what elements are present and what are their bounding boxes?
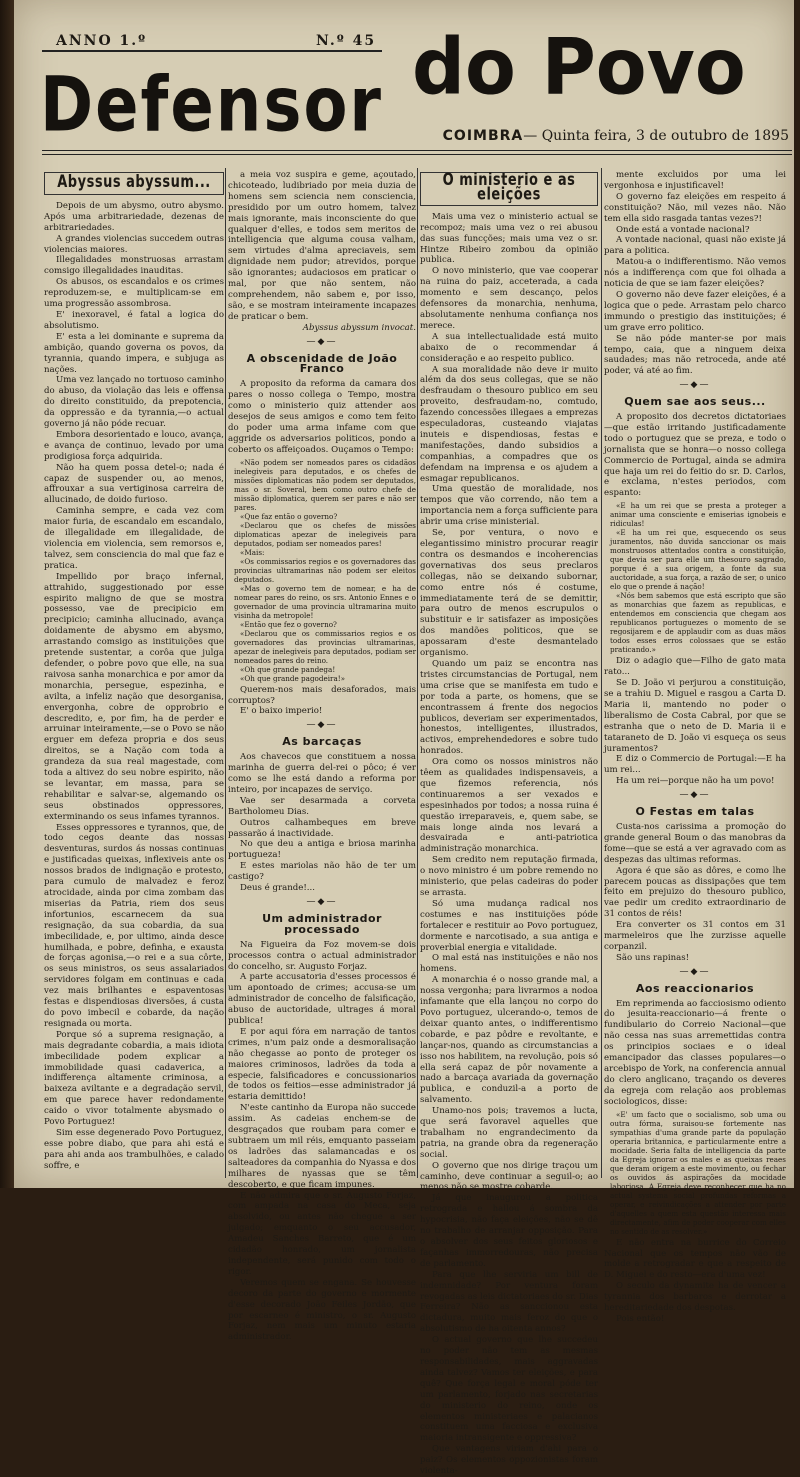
article-heading: O ministerio e as eleições [442,170,576,205]
paragraph: Os abusos, os escandalos e os crimes reproduzem-se, e multiplicam-se em uma progressão assombrosa. [44,277,224,310]
paragraph: Se, por ventura, o novo e elegantissimo ministro procurar reagir contra os desmandos e incoherencias governativas dos seus preclaros collegas, não se deixando subornar, como entre nós é costume, immediatamente terá de se demittir, para outro de menos escrupulos o substituir e ir satisfazer as imposições dos mandões politicos, que se apossaram d'este desmantelado organismo. [420,528,598,659]
paragraph: Diz o adagio que—Filho de gato mata rato... [604,656,786,678]
masthead-rule [42,150,792,151]
paragraph: E' esta a lei dominante e suprema da ambição, quando governa os povos, da tyrannia, quando impera, e subjuga as nações. [44,331,224,375]
article-heading-box [420,172,598,206]
paragraph: E diz o Commercio de Portugal:—E ha um rei... [604,754,786,776]
paragraph: Se D. João vi perjurou a constituição, se a trahiu D. Miguel e rasgou a Carta D. Maria ii, mantendo no poder o liberalismo de Costa Cabral, por que se estranha que o neto de D. Maria ii e tataraneto de D. João vi esqueça os seus juramentos? [604,678,786,754]
quoted-text [234,458,416,683]
title-defensor: Defensor [40,62,383,150]
paragraph: Sem credito nem reputação firmada, o novo ministro é um pobre remendo no ministerio, que pelas cadeiras do poder se arrasta. [420,855,598,898]
paragraph: Uma vez lançado no tortuoso caminho do abuso, da violação das leis e offensa do direito constituido, da prepotencia, da oppressão e da tyrannia,—o actual governo já não póde recuar. [44,375,224,430]
paragraph: São uns rapinas! [616,952,690,963]
paragraph: mente excluidos por uma lei vergonhosa e injustificavel! [604,170,786,191]
paragraph: Embora desorientado e louco, avança, e avança de continuo, levado por uma prodigiosa força adquirida. [44,429,224,462]
paragraph: «Declarou que os chefes de missões diplomaticas apezar de inelegiveis para deputados, podiam ser nomeados pares! [234,520,416,548]
paragraph: Era converter os 31 contos em 31 marmeleiros que lhe zurzisse aquelle corpanzil. [604,920,786,952]
paragraph: Matou-a o indifferentismo. Não vemos nós a indifferença com que foi olhada a noticia de que se iam fazer eleições? [604,257,786,290]
masthead-rule-thin [42,154,792,155]
binding-edge [0,0,14,1188]
ornament-divider: —◆— [306,896,338,907]
column-3 [420,170,598,1477]
paragraph: Esses oppressores e tyrannos, que, de todo cegos deante das nossas desventuras, surdos ás nossas continuas e justificadas queixas, inflexiveis ante os nossos brados de indignação e protesto, para cumulo de malvadez e feroz atrocidade, ainda por cima zombam das miserias da Patria, riem dos seus infortunios, escarnecem da sua resignação, da sua cobardia, da sua imbecilidade, e, por ultimo, ainda desce humilhada, e pobre, definha, e exausta de forças agonisa,—o rei e a sua côrte, os seus ministros, os seus assalariados servidores folgam em continuas e cada vez mais brilhantes e espaventosas festas e dispendiosas diversões, á custa do povo imbecil e cobarde, da nação resignada ou morta. [44,822,224,1029]
paragraph: No que deu a antiga e briosa marinha portugueza! [228,839,416,861]
section-heading: A obscenidade de João Franco [246,351,398,376]
paragraph: A proposito da reforma da camara dos pares o nosso collega o Tempo, mostra como o ministerio quiz attender aos desejos de seus amigos e como tem feito do poder uma arma infame com que aggride os adversarios politicos, pondo a coberto os affeiçoados. Ouçamos o Tempo: [228,379,416,455]
column-rule [601,168,602,1178]
section-body [604,656,786,787]
article-body-continued [228,170,416,323]
column-4 [604,170,787,1324]
issue-number: N.º 45 [316,33,377,49]
paragraph: «Que faz então o governo? [240,511,338,521]
column-rule [417,168,418,1178]
section-body [228,752,416,894]
paragraph: «Mais: [240,547,265,557]
section-body [604,822,786,964]
paragraph: O seculo da dynamite ha de vencer a tyrannia dos barbaros e derrotar a hereditariedade dos despotas. [604,1281,786,1314]
paragraph: A sua moralidade não deve ir muito além da dos seus collegas, que se não desfraudam o thesouro publico em seu proveito, desfraudam-no, comtudo, fazendo concessões illegaes a emprezas especuladoras, custeando viajatas inuteis e dispendiosas, festas e manifestações, dando subsidios a companhias, a compadres que os defendam na imprensa e os ajudem a esmagar republicanos. [420,364,598,484]
paragraph: Caminha sempre, e cada vez com maior furia, de escandalo em escandalo, de illegalidade em illegalidade, de violencia em violencia, sem remorsos e, talvez, sem consciencia do mal que faz e pratica. [44,506,224,571]
paragraph: A vontade nacional, quasi não existe já para a politica. [604,235,786,257]
paragraph: Para que lhe serviria um bill de indemnidade? Por ventura foram revogadas as leis dictatoriaes do sr. Dias Ferreira? Não as sanccionou esta dictadura, muito mais feroz do que o absolutismo de ha oitenta annos? [420,1269,598,1335]
section-heading: As barcaças [282,735,362,749]
paragraph: A sua intellectualidade está muito abaixo de o recommendar á consideração e ao respeito publico. [420,331,598,364]
paragraph: A grandes violencias succedem outras violencias maiores. [44,233,224,255]
ornament-divider: —◆— [679,380,711,391]
paragraph: Onde está a vontade nacional? [616,224,750,235]
column-rule [225,168,226,1178]
paragraph: A monarchia é o nosso grande mal, a nossa vergonha; para livrarmos a nodoa infamante que ella lançou no corpo do Povo portuguez, ulcerando-o, temos de deixar quanto antes, o indifferentismo cobarde, e paz pôdre e revoltante, e lançar-nos, quando as circumstancias a isso nos habilitem, na revolução, pois só ella será capaz de pôr novamente a nado a barcaça avariada da governação publica, e conduzil-a a porto de salvamento. [420,975,598,1106]
article-body [44,201,224,1172]
paragraph: Que vantagens viriam d'ahi para o paiz? Os elementos oppozionistas foram violenta- [420,1444,598,1477]
paragraph: «Oh que grande pandega! [240,664,336,674]
paragraph: «Oh que grande pagodeira!» [240,673,346,683]
paragraph: Pois então! [616,1313,665,1324]
paragraph: E' o baixo imperio! [240,706,323,717]
paragraph: «E ha um rei que se presta a proteger a animar uma consciente e emiserias ignobeis e ridiculas! [610,501,786,529]
section-body [228,379,416,455]
paragraph: «E ha um rei que, esquecendo os seus juramentos, não duvida sanccionar os mais monstruosos attentados contra a constituição, que devia ser para elle um thesouro sagrado, porque é a sua origem, a fonte da sua auctoridade, a sua força, a razão de ser, o unico elo que o prende á nação! [610,528,786,592]
paragraph: Custa-nos carissima a promoção do grande general Boum o das manobras da fome—que se está a ver agravado com as despezas das ultimas reformas. [604,821,786,865]
paragraph: O mal está nas instituições e não nos homens. [420,953,598,975]
section-heading: Um administrador processado [262,911,382,936]
paragraph: E por aqui fóra em narração de tantos crimes, n'um paiz onde a desmoralisação não chegasse ao ponto de proteger os maiores criminosos, ladrões da toda a especie, falsificadores e concussionarios de todos os feitios—esse administrador já estaria demittido! [228,1026,416,1103]
paragraph: «Declarou que os commissarios regios e os governadores das provincias ultramarinas, apezar de inelegiveis para deputados, podiam ser nomeados pares do reino. [234,628,416,665]
volume-label: ANNO 1.º [56,33,148,49]
paragraph: Illegalidades monstruosas arrastam comsigo illegalidades inauditas. [44,255,224,277]
section-body [228,940,416,1344]
paragraph: Vae ser desarmada a corveta Bartholomeu Dias. [228,795,416,817]
paragraph: A proposito dos decretos dictatoriaes—que estão irritando justificadamente todo o portuguez que se preza, e todo o jornalista que se honra—o nosso collega Commercio de Portugal, ainda se admira que haja um rei do feitio do sr. D. Carlos, e exclama, n'estes periodos, com espanto: [604,412,786,499]
ornament-divider: —◆— [679,966,711,977]
paragraph: Já que inaugurou a politica retrograda e hallou á sombra da hypocrisia, não faça eleições, não se dê no trabalho de arranjar opposição. Para o absolver dos seus feitos gloriosos e façanhas immorredouras, não precisa de parlamento. [420,1193,598,1269]
section-heading: Aos reaccionarios [635,981,755,995]
paragraph: Na Figueira da Foz movem-se dois processos contra o actual administrador do concelho, sr. Augusto Forjaz. [228,939,416,972]
top-rule [42,50,382,52]
paragraph: Quando um paiz se encontra nas tristes circumstancias de Portugal, nem uma crise que se manifesta em tudo e por toda a parte, os homens, que se encontrassem á frente dos negocios publicos, deveriam ser experimentados, honestos, intelligentes, illustrados, activos, emprehendedores e sobre tudo honrados. [420,658,598,757]
paragraph: Se não póde manter-se por mais tempo, caia, que a ninguem deixa saudades; mas não retroceda, ande até poder, vá até ao fim. [604,333,786,377]
paragraph: Depois de um abysmo, outro abysmo. Após uma arbitrariedade, dezenas de arbitrariedades. [44,200,224,233]
paragraph: Deus é grande!... [240,883,315,894]
paragraph: Aos chavecos que constituem a nossa marinha de guerra del-rei o pôco; é ver como se lhe está dando a reforma por inteiro, por incapazes de serviço. [228,752,416,795]
quoted-text [610,501,786,654]
paragraph: Uma questão de moralidade, nos tempos que vão correndo, não tem a importancia nem a força sufficiente para abrir uma crise ministerial. [420,484,598,528]
paragraph: Querem-nos mais desaforados, mais corruptos? [228,684,416,706]
paragraph: E' inexoravel, é fatal a logica do absolutismo. [44,309,224,331]
paragraph: Sim esse degenerado Povo Portuguez, esse pobre diabo, que para ahi está e para ahi anda aos trambulhões, e calado soffre, e [44,1127,224,1171]
paragraph: «Então que fez o governo? [240,619,337,629]
paragraph: a meia voz suspira e geme, açoutado, chicoteado, ludibriado por meia duzia de homens sem sciencia nem consciencia, presidido por um outro homem, talvez mais ignorante, mais inconsciente do que qualquer d'elles, e todos sem meritos de intelligencia que alguma cousa valham, sem virtudes d'alma apreciaveis, sem dignidade nem pudor; atrevidos, porque são ignorantes; audaciosos em praticar o mal, por que não sentem, não comprehendem, não sabem e, por isso, são, e se mostram inteiramente incapazes de praticar o bem. [228,170,416,322]
ornament-divider: —◆— [306,336,338,347]
section-body [604,1238,786,1325]
article-heading-box [44,172,224,195]
section-body [228,685,416,718]
paragraph: E não entra na burrice do Correio Nacional que os tempos não vão de molde a retrogradar e que a respeito de D. Miguel e do resto—era d'uma vez! [604,1237,786,1281]
paragraph: «Os commissarios regios e os governadores das provincias ultramarinas não podem ser eleitos deputados. [234,556,416,584]
masthead [14,0,794,175]
paragraph: O actual governo que lhe succedeu no poder não tem as mesmas responsabilidades, mais aggravadas ainda talvez? Vamos ter eleições, e para quê? Que força legal e moral póde ter um parlamento, forjado nas secretarias do ministerio do reino, onde os elementos ministeriaes e palacianos constituem uma facciosa e exclusiva maioria intransigente e oppressiva? [420,1335,598,1444]
quoted-text [610,1110,786,1236]
paragraph: E não admira que o sr. Augusto Forjaz, com ampada na casa do Meca, seja absolvido, ou antes não chegue a ser julgado; emquanto o seu accusador, Amadeu Sanches Barreto, que é um cidadão honrado, um jornalista independente, será punido com todo o rigor. [228,1190,416,1277]
ornament-divider: —◆— [679,790,711,801]
paragraph: E estes mariolas não hão de ter um castigo? [228,861,416,883]
article-signature: Abyssus abyssum invocat. [302,322,416,333]
paragraph: «Mas o governo tem de nomear, e ha de nomear pares do reino, os srs. Antonio Ennes e o governador de uma provincia ultramarina muito visinha da metropole! [234,583,416,620]
paragraph: Porque só a suprema resignação, a mais degradante cobardia, a mais idiota imbecilidade podem explicar a immobilidade quasi cadaverica, a indifferença altamente criminosa, a baixeza aviltante e a degradação servil, em que parece haver redondamente caido o vivor totalmente abysmado o Povo Portuguez! [44,1029,224,1128]
column-1 [44,170,224,1180]
paragraph: Mais uma vez o ministerio actual se recompoz; mais uma vez o rei abusou das suas funcções; mais uma vez o sr. Hintze Ribeiro zombou da opinião publica. [420,211,598,266]
paragraph: Ora como os nossos ministros não têem as qualidades indispensaveis, a que fizemos referencia, nós continuaremos a ser vexados e espesinhados por todos; a nossa ruina é questão irreparaveis, e, quem sabe, se mais longe ainda nos levará a desvairada e anti-patriotica administração monarchica. [420,757,598,855]
paragraph: A parte accusatoria d'esses processos é um apontoado de crimes; accusa-se um administrador de concelho de falsificação, abuso de auctoridade, ultrages á moral publica! [228,972,416,1027]
paragraph: Veremos quem se engana. Se houvesse decoro da parte do governo e mormente d'esse decorado João Feiles Jordão, que por escarneo é ministro, o sr. Augusto Forjaz, nem mais um minuto estaria administrador. [228,1277,416,1343]
paragraph: O governo não deve fazer eleições, é a logica que o pede. Arrastam pelo charco immundo o prestigio das instituições; é um grave erro politico. [604,289,786,333]
city: COIMBRA [442,128,524,144]
paragraph: O governo faz eleições em respeito á constituição? Não, mil vezes não. Não tem ella sido rasgada tantas vezes?! [604,191,786,224]
article-heading: Abyssus abyssum... [57,172,211,192]
paragraph: «E' um facto que o socialismo, sob uma ou outra fórma, suraisou-se fortemente nas sympathias d'uma grande parte da população operaria britannica, e particularmente entre a mocidade. Seria falta de intelligencia da parte da Egreja ignorar os males e as queixas reaes que deram origem a este movimento, ou fechar os ouvidos ás aspirações da mocidade laboriosa. A Egreja deve reconhecer que ha no actual systema social profundas reformas a operar, e reivindicações a attender por parte d'aquelles a quem esta questão interessa mais directamente, afim de poder cooperar com elles no sentido de as resolver.» [610,1109,786,1236]
column-2 [228,170,416,1343]
newspaper-page [14,0,794,1477]
article-body-continued [604,170,786,377]
paragraph: Só uma mudança radical nos costumes e nas instituições póde fortalecer e restituir ao Povo portuguez, dormente e narcotisado, a sua antiga e proverbial energia e vitalidade. [420,898,598,953]
paragraph: Em reprimenda ao facciosismo odiento do jesuita-reaccionario—á frente o fundibulario do Correio Nacional—que não cessa nas suas arremettidas contra os principios sociaes e o ideal emancipador das classes populares—o arcebispo de York, na conferencia annual do clero anglicano, traçando os deveres da egreja com relação aos problemas sociologicos, disse: [604,998,787,1107]
date: — Quinta feira, 3 de outubro de 1895 [523,128,789,144]
section-heading: O Festas em talas [635,805,755,819]
ornament-divider: —◆— [306,720,338,731]
paragraph: O governo que nos dirige traçou um caminho, deve continuar a seguil-o; ao menos não se mostre cobarde. [420,1160,598,1193]
paragraph: Ha um rei—porque não ha um povo! [616,776,775,787]
paragraph: Unamo-nos pois; travemos a lucta, que será favoravel aquelles que trabalham no engrandecimento da patria, na grande obra da regeneração social. [420,1106,598,1160]
paragraph: «Não podem ser nomeados pares os cidadãos inelegiveis para deputados, e os chefes de missões diplomaticas não podem ser deputados, mas o sr. Soveral, bem como outro chefe de missão diplomatica, querem ser pares e não ser pares. [234,457,416,512]
paragraph: Impellido por braço infernal, attrahido, suggestionado por esse espirito maligno de que se mostra possesso, vae de precipicio em precipicio; caminha allucinado, avança doidamente de abysmo em abysmo, arrastando comsigo as instituições que pretende sustentar, a corôa que julga defender, o pobre povo que elle, na sua raivosa sanha monarchica e por amor da monarchia, persegue, espezinha, e avilta, a infeliz nação que desorganisa, envergonha, cobre de opprobrio e descredito, e, por fim, ha de perder e arruinar inteiramente,—se o Povo se não erguer em defeza propria e dos seus direitos, se a Nação com toda a grandeza da sua real magestade, com toda a altivez do seu nobre espirito, não se levantar, em massa, para se rehabilitar e salvar-se, algemando os seus obstinados oppressores, exterminando os seus infames tyrannos. [44,571,224,822]
article-body [420,212,598,1477]
paragraph: «Nós bem sabemos que está escripto que são as monarchias que fazem as republicas, e entendemos em consciencia que chegam aos republicanos portuguezes o momento de se regosijarem e de applaudir com as duas mãos todos esses erros colossaes que se estão praticando.» [610,591,786,655]
paragraph: Agora é que são as dôres, e como lhe parecem poucas as dissipações que tem feito em prejuizo do thesouro publico, vae pedir um credito extraordinario de 31 contos de réis! [604,865,786,920]
paragraph: Não ha quem possa detel-o; nada é capaz de suspender ou, ao menos, affrouxar a sua vertiginosa carreira de allucinado, de doido furioso. [44,462,224,506]
dateline [404,128,789,144]
section-body [604,999,786,1108]
paragraph: O novo ministerio, que vae cooperar na ruina do paiz, acceterada, a cada momento e sem descanço, pelos defensores da monarchia, nenhuma, absolutamente nenhuma confiança nos merece. [420,266,598,331]
section-body [604,412,786,499]
paragraph: Outros calhambeques em breve passarão á inactividade. [228,817,416,839]
paragraph: N'este cantinho da Europa não succede assim. As cadeias enchem-se de desgraçados que roubam para comer e subtraem um mil réis, emquanto passeiam os ladrões das salamancadas e os salteadores da companhia do Nyassa e dos milhares de nyassas que se têm descoberto, e que ficam impunes. [228,1103,416,1190]
section-heading: Quem sae aos seus... [624,395,766,409]
title-do-povo: do Povo [412,22,746,113]
